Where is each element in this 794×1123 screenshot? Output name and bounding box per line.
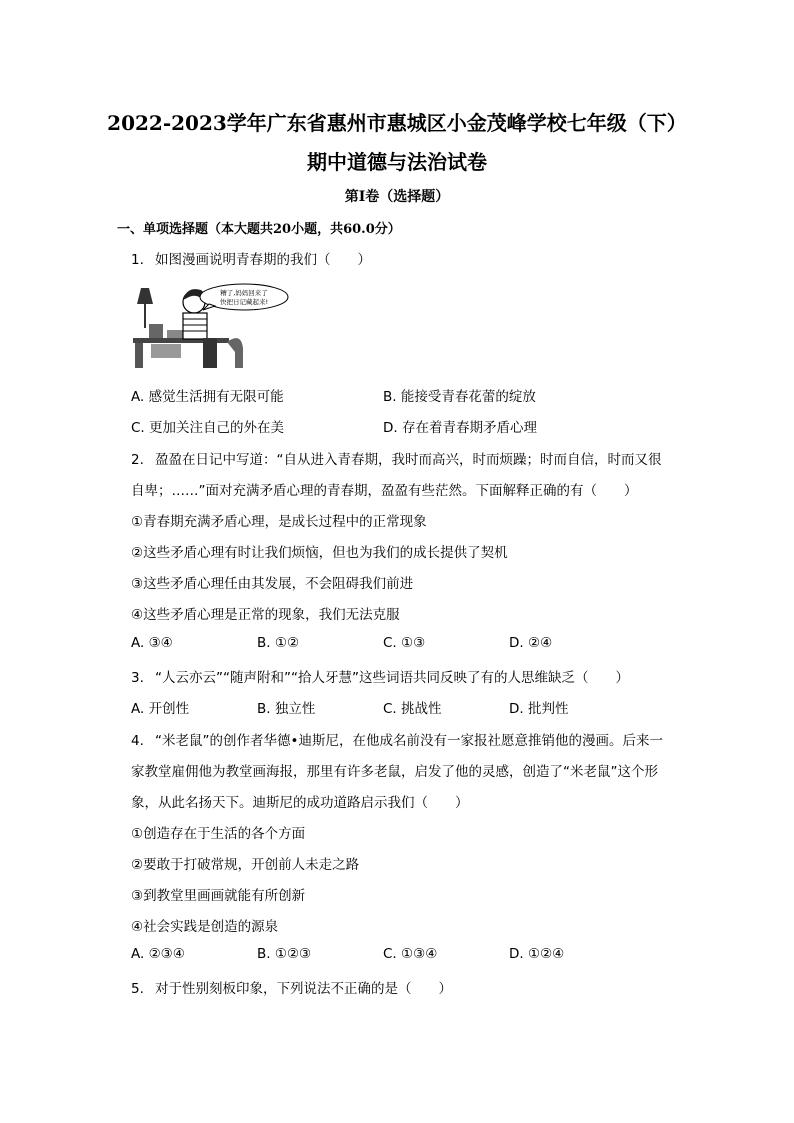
q4-item-3: ③到教堂里画画就能有所创新 bbox=[131, 888, 306, 904]
q3-option-c: C. 挑战性 bbox=[383, 701, 442, 717]
question-2-stem-cont: 自卑；……”面对充满矛盾心理的青春期，盈盈有些茫然。下面解释正确的有（ ） bbox=[131, 483, 638, 499]
question-3-stem: 3. “人云亦云”“随声附和”“拾人牙慧”这些词语共同反映了有的人思维缺乏（ ） bbox=[131, 670, 629, 686]
q2-item-2: ②这些矛盾心理有时让我们烦恼，但也为我们的成长提供了契机 bbox=[131, 545, 508, 561]
q3-option-b: B. 独立性 bbox=[257, 701, 316, 717]
cartoon-illustration bbox=[131, 282, 289, 368]
q2-option-c: C. ①③ bbox=[383, 635, 426, 651]
bubble-text-1: 糟了,妈妈回来了 bbox=[220, 289, 268, 297]
q2-option-a: A. ③④ bbox=[131, 635, 173, 651]
exam-title-line2: 期中道德与法治试卷 bbox=[307, 150, 487, 174]
q1-option-c: C. 更加关注自己的外在美 bbox=[131, 420, 285, 436]
q4-item-1: ①创造存在于生活的各个方面 bbox=[131, 826, 306, 842]
question-5-stem: 5. 对于性别刻板印象，下列说法不正确的是（ ） bbox=[131, 981, 452, 997]
q2-item-4: ④这些矛盾心理是正常的现象，我们无法克服 bbox=[131, 607, 400, 623]
q4-option-c: C. ①③④ bbox=[383, 946, 438, 962]
q4-item-4: ④社会实践是创造的源泉 bbox=[131, 919, 279, 935]
question-4-stem-cont1: 家教堂雇佣他为教堂画海报，那里有许多老鼠，启发了他的灵感，创造了“米老鼠”这个形 bbox=[131, 764, 658, 780]
q2-option-b: B. ①② bbox=[257, 635, 300, 651]
q2-option-d: D. ②④ bbox=[509, 635, 553, 651]
question-1-stem: 1. 如图漫画说明青春期的我们（ ） bbox=[131, 252, 371, 268]
q1-option-b: B. 能接受青春花蕾的绽放 bbox=[383, 389, 536, 405]
section-heading: 一、单项选择题（本大题共20小题，共60.0分） bbox=[117, 222, 401, 237]
q3-option-a: A. 开创性 bbox=[131, 701, 190, 717]
q1-option-d: D. 存在着青春期矛盾心理 bbox=[383, 420, 537, 436]
q4-item-2: ②要敢于打破常规，开创前人未走之路 bbox=[131, 857, 360, 873]
q2-item-3: ③这些矛盾心理任由其发展，不会阻碍我们前进 bbox=[131, 576, 414, 592]
question-2-stem: 2. 盈盈在日记中写道：“自从进入青春期，我时而高兴，时而烦躁；时而自信，时而又很 bbox=[131, 452, 662, 468]
q1-option-a: A. 感觉生活拥有无限可能 bbox=[131, 389, 284, 405]
q4-option-d: D. ①②④ bbox=[509, 946, 565, 962]
q3-option-d: D. 批判性 bbox=[509, 701, 569, 717]
exam-title-line1: 2022-2023学年广东省惠州市惠城区小金茂峰学校七年级（下） bbox=[107, 111, 687, 135]
q4-option-b: B. ①②③ bbox=[257, 946, 312, 962]
q4-option-a: A. ②③④ bbox=[131, 946, 185, 962]
question-4-stem: 4. “米老鼠”的创作者华德•迪斯尼，在他成名前没有一家报社愿意推销他的漫画。后来一 bbox=[131, 733, 663, 749]
cartoon-figure bbox=[131, 282, 289, 368]
bubble-text-2: 快把日记藏起来! bbox=[219, 298, 269, 306]
q2-item-1: ①青春期充满矛盾心理，是成长过程中的正常现象 bbox=[131, 514, 427, 530]
question-4-stem-cont2: 象，从此名扬天下。迪斯尼的成功道路启示我们（ ） bbox=[131, 795, 469, 811]
volume-heading: 第I卷（选择题） bbox=[344, 189, 450, 205]
